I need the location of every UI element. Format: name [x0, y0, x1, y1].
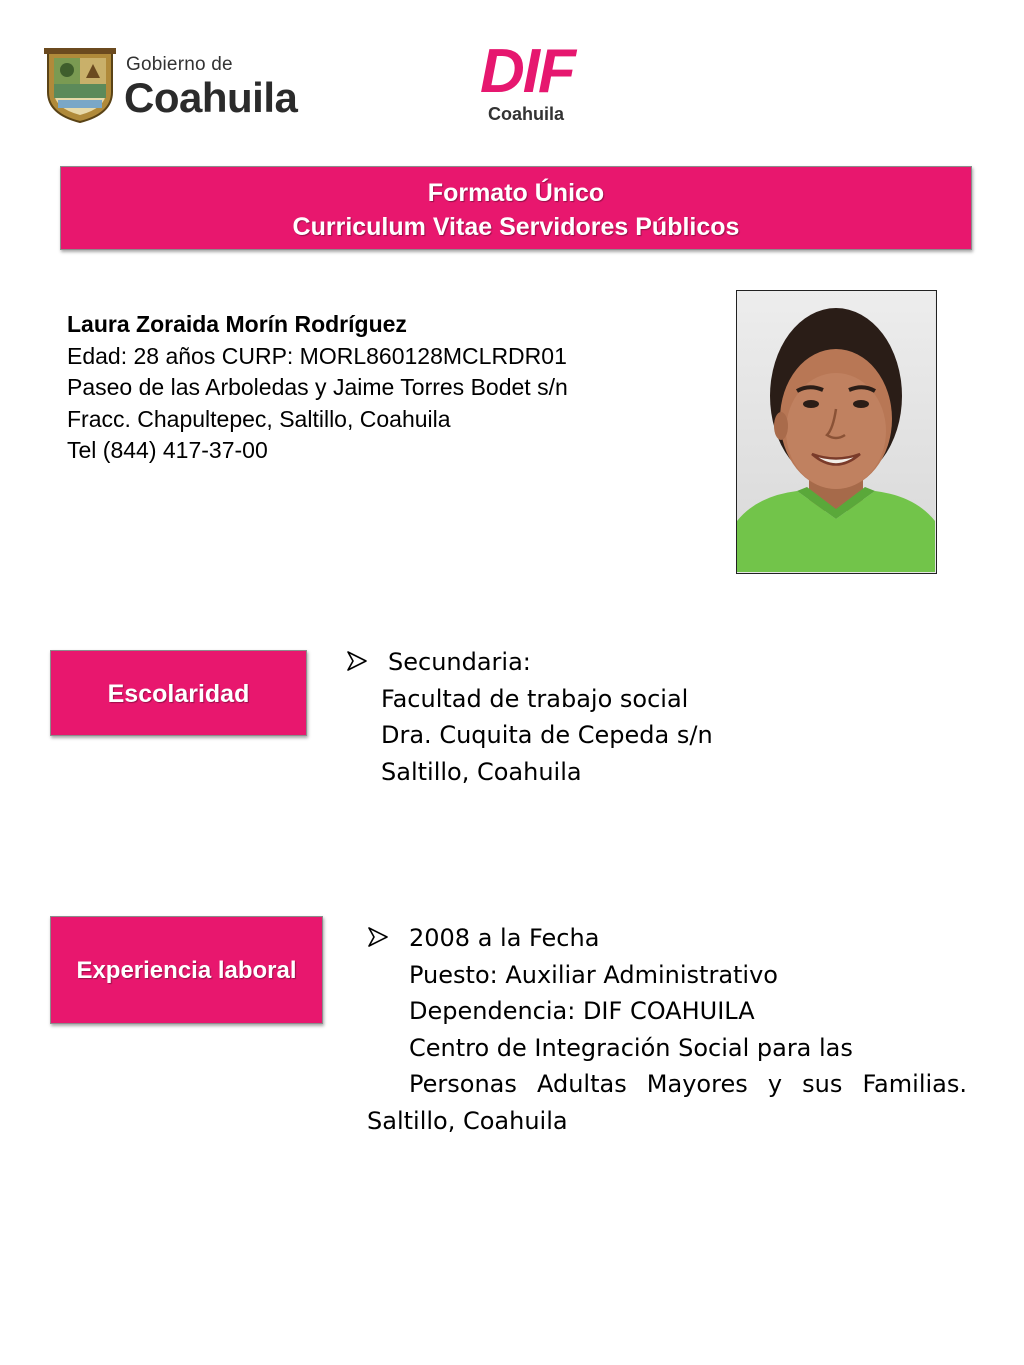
title-banner	[60, 166, 972, 250]
experiencia-personas: Personas Adultas Mayores y sus Familias.	[409, 1070, 967, 1098]
title-line-2: Curriculum Vitae Servidores Públicos	[292, 213, 740, 241]
escolaridad-label: Escolaridad	[50, 650, 307, 736]
person-phone: Tel (844) 417-37-00	[67, 437, 268, 463]
dif-text: DIF	[480, 37, 574, 106]
experiencia-label: Experiencia laboral	[50, 916, 323, 1024]
gobierno-coahuila-logo	[44, 46, 304, 126]
person-address-1: Paseo de las Arboledas y Jaime Torres Bodet s/n	[67, 374, 568, 400]
dif-coahuila-text: Coahuila	[488, 104, 565, 124]
escolaridad-heading: Secundaria:	[388, 648, 531, 676]
escolaridad-line-1: Facultad de trabajo social	[381, 684, 689, 713]
person-address-2: Fracc. Chapultepec, Saltillo, Coahuila	[67, 405, 451, 432]
experiencia-puesto: Puesto: Auxiliar Administrativo	[409, 960, 778, 989]
experiencia-heading: 2008 a la Fecha	[409, 924, 600, 952]
escolaridad-heading-row	[346, 644, 986, 681]
escolaridad-line-2: Dra. Cuquita de Cepeda s/n	[381, 721, 713, 749]
experiencia-heading-row	[367, 920, 967, 957]
experiencia-dependencia: Dependencia: DIF COAHUILA	[409, 997, 755, 1025]
title-line-1: Formato Único	[427, 179, 605, 207]
personal-info	[67, 309, 568, 467]
coahuila-text: Coahuila	[124, 74, 298, 121]
arrow-bullet-icon	[367, 926, 389, 948]
experiencia-ciudad: Saltillo, Coahuila	[367, 1106, 568, 1135]
portrait-image	[737, 291, 935, 572]
person-name: Laura Zoraida Morín Rodríguez	[67, 311, 407, 337]
coat-of-arms-icon	[44, 48, 116, 124]
experiencia-content	[367, 920, 967, 1139]
profile-photo	[736, 290, 937, 574]
gobierno-de-text: Gobierno de	[126, 54, 233, 75]
dif-coahuila-logo	[474, 37, 584, 132]
person-age-curp: Edad: 28 años CURP: MORL860128MCLRDR01	[67, 342, 567, 369]
escolaridad-line-3: Saltillo, Coahuila	[381, 757, 582, 786]
arrow-bullet-icon	[346, 650, 368, 672]
escolaridad-content	[346, 644, 986, 790]
experiencia-centro: Centro de Integración Social para las	[409, 1033, 853, 1062]
